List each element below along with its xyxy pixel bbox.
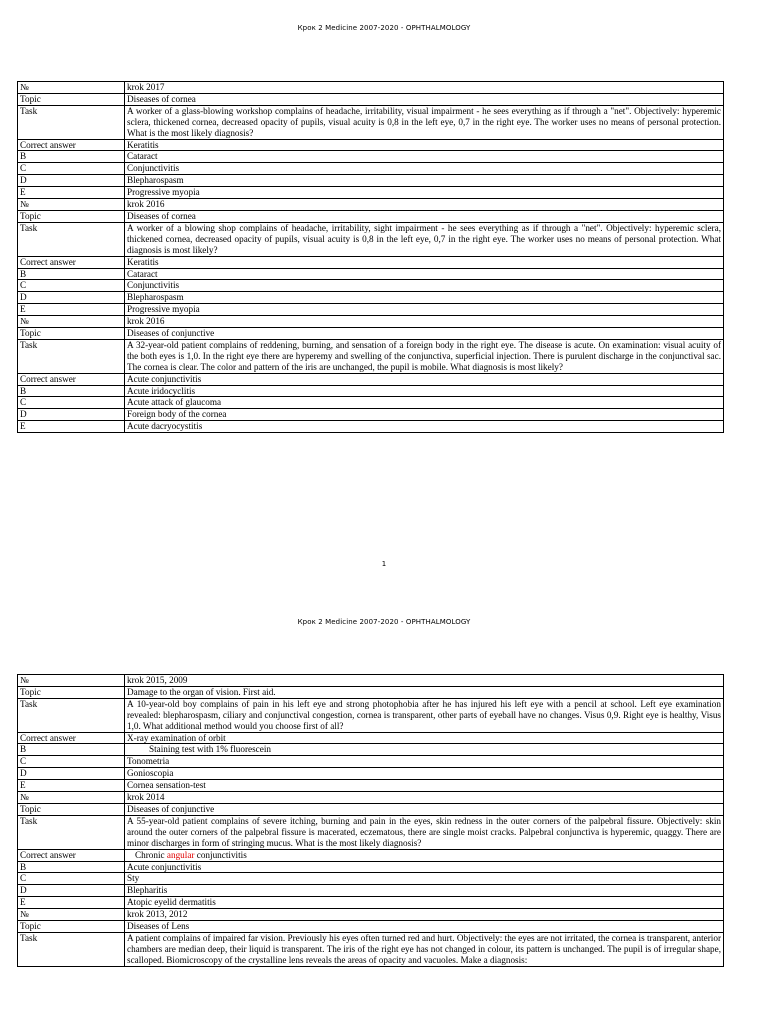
row-value-number: krok 2015, 2009: [125, 675, 724, 687]
table-row: [18, 698, 724, 732]
row-value-number: krok 2013, 2012: [125, 909, 724, 921]
table-row: [18, 932, 724, 966]
row-label-task: Task: [18, 222, 125, 256]
row-label-c: C: [18, 873, 125, 885]
row-label-b: B: [18, 861, 125, 873]
row-value-d: Foreign body of the cornea: [125, 409, 724, 421]
row-value-e: Progressive myopia: [125, 187, 724, 199]
row-label-e: E: [18, 421, 125, 433]
row-value-d: Blepharospasm: [125, 175, 724, 187]
row-value-e: Progressive myopia: [125, 304, 724, 316]
row-value-topic: Diseases of Lens: [125, 921, 724, 933]
row-label-b: B: [18, 151, 125, 163]
row-label-task: Task: [18, 698, 125, 732]
row-label-number: №: [18, 82, 125, 94]
row-label-number: №: [18, 199, 125, 211]
table-row: [18, 744, 724, 756]
row-label-b: B: [18, 744, 125, 756]
row-label-topic: Topic: [18, 210, 125, 222]
row-value-number: krok 2014: [125, 792, 724, 804]
row-value-c: Tonometria: [125, 756, 724, 768]
row-label-b: B: [18, 268, 125, 280]
row-value-b: Staining test with 1% fluorescein: [125, 744, 724, 756]
row-label-task: Task: [18, 815, 125, 849]
row-value-task: A patient complains of impaired far vision. Previously his eyes often turned red and hurt. Objectively: the eyes are not irritated, the cornea is transparent, anterior chambers are median deep, their liquid is transparent. The iris of the right eye has not changed in colour, its pattern is unchanged. The pupil is of irregular shape, scalloped. Biomicroscopy of the crystalline lens reveals the areas of opacity and vacuoles. Make a diagnosis:: [125, 932, 724, 966]
row-label-task: Task: [18, 105, 125, 139]
table-row: [18, 921, 724, 933]
row-label-topic: Topic: [18, 803, 125, 815]
row-label-task: Task: [18, 339, 125, 373]
row-label-correct-answer: Correct answer: [18, 732, 125, 744]
row-label-correct-answer: Correct answer: [18, 139, 125, 151]
row-value-b: Acute conjunctivitis: [125, 861, 724, 873]
row-value-correct-answer: Acute conjunctivitis: [125, 373, 724, 385]
row-label-topic: Topic: [18, 328, 125, 340]
table-row: [18, 885, 724, 897]
row-value-d: Blepharitis: [125, 885, 724, 897]
table-row: [18, 815, 724, 849]
table-row: [18, 897, 724, 909]
row-value-topic: Diseases of conjunctive: [125, 803, 724, 815]
row-label-number: №: [18, 316, 125, 328]
table-row: [18, 686, 724, 698]
row-value-number: krok 2016: [125, 316, 724, 328]
row-value-b: Cataract: [125, 268, 724, 280]
row-label-c: C: [18, 397, 125, 409]
row-label-d: D: [18, 885, 125, 897]
row-label-c: C: [18, 756, 125, 768]
table-row: [18, 792, 724, 804]
highlighted-word: angular: [166, 849, 195, 860]
row-value-e: Cornea sensation-test: [125, 780, 724, 792]
row-label-correct-answer: Correct answer: [18, 373, 125, 385]
table-row: [18, 803, 724, 815]
row-value-task: A 10-year-old boy complains of pain in his left eye and strong photophobia after he has injured his left eye with a pencil at school. Left eye examination revealed: blepharospasm, ciliary and conjunctival congestion, cornea is transparent, other parts of eyeball have no changes. Visus 0,9. Right eye is healthy, Visus 1,0. What additional method would you choose first of all?: [125, 698, 724, 732]
row-value-topic: Diseases of cornea: [125, 93, 724, 105]
row-value-number: krok 2017: [125, 82, 724, 94]
table-row: [18, 756, 724, 768]
row-value-topic: Damage to the organ of vision. First aid.: [125, 686, 724, 698]
row-label-task: Task: [18, 932, 125, 966]
row-value-e: Acute dacryocystitis: [125, 421, 724, 433]
row-label-topic: Topic: [18, 686, 125, 698]
row-label-number: №: [18, 675, 125, 687]
table-row: [18, 849, 724, 861]
row-label-b: B: [18, 385, 125, 397]
row-value-correct-answer: [125, 849, 724, 861]
row-label-e: E: [18, 897, 125, 909]
row-label-number: №: [18, 909, 125, 921]
row-label-correct-answer: Correct answer: [18, 256, 125, 268]
row-label-e: E: [18, 304, 125, 316]
row-value-task: A 55-year-old patient complains of severe itching, burning and pain in the eyes, skin redness in the outer corners of the palpebral fissure. Objectively: skin around the outer corners of the palpebral fissure is macerated, eczematous, there are single moist cracks. Palpebral conjunctiva is hyperemic, quaggy. There are minor discharges in form of stringing mucus. What is the most likely diagnosis?: [125, 815, 724, 849]
table-row: [18, 861, 724, 873]
row-value-correct-answer: Keratitis: [125, 256, 724, 268]
row-label-correct-answer: Correct answer: [18, 849, 125, 861]
row-label-d: D: [18, 409, 125, 421]
table-row: [18, 732, 724, 744]
row-value-b: Cataract: [125, 151, 724, 163]
row-value-c: Sty: [125, 873, 724, 885]
row-value-topic: Diseases of conjunctive: [125, 328, 724, 340]
row-value-task: A worker of a blowing shop complains of headache, irritability, sight impairment - he sees everything as if through a "net". Objectively: hyperemic sclera, thickened cornea, decreased opacity of pupils, visual acuity is 0,8 in the left eye, 0,7 in the right eye. The worker uses no means of personal protection. What diagnosis is most likely?: [125, 222, 724, 256]
row-label-e: E: [18, 780, 125, 792]
page-header: Крок 2 Medicine 2007-2020 - OPHTHALMOLOGY: [297, 618, 471, 626]
row-value-e: Atopic eyelid dermatitis: [125, 897, 724, 909]
table-row: [18, 873, 724, 885]
row-label-topic: Topic: [18, 93, 125, 105]
table-row: [18, 768, 724, 780]
row-value-task: A worker of a glass-blowing workshop complains of headache, irritability, visual impairment - he sees everything as if through a "net". Objectively: hyperemic sclera, thickened cornea, decreased opacity of pupils, visual acuity is 0,8 in the left eye, 0,7 in the right eye. The worker uses no means of personal protection. What is the most likely diagnosis?: [125, 105, 724, 139]
answer-text: Chronic: [135, 849, 167, 860]
row-label-topic: Topic: [18, 921, 125, 933]
row-label-d: D: [18, 768, 125, 780]
page-number: 1: [381, 560, 387, 568]
answer-text: conjunctivitis: [194, 849, 247, 860]
row-value-correct-answer: Keratitis: [125, 139, 724, 151]
row-value-correct-answer: X-ray examination of orbit: [125, 732, 724, 744]
table-row: [18, 780, 724, 792]
row-label-c: C: [18, 163, 125, 175]
row-value-d: Gonioscopia: [125, 768, 724, 780]
table-row: [18, 675, 724, 687]
row-value-b: Acute iridocyclitis: [125, 385, 724, 397]
row-value-c: Acute attack of glaucoma: [125, 397, 724, 409]
row-value-d: Blepharospasm: [125, 292, 724, 304]
row-value-c: Conjunctivitis: [125, 280, 724, 292]
row-value-number: krok 2016: [125, 199, 724, 211]
question-table: [17, 674, 724, 967]
row-label-e: E: [18, 187, 125, 199]
row-label-c: C: [18, 280, 125, 292]
row-value-task: A 32-year-old patient complains of reddening, burning, and sensation of a foreign body in the right eye. The disease is acute. On examination: visual acuity of the both eyes is 1,0. In the right eye there are hyperemy and swelling of the conjunctiva, superficial injection. There is purulent discharge in the conjunctival sac. The cornea is clear. The color and pattern of the iris are unchanged, the pupil is mobile. What diagnosis is most likely?: [125, 339, 724, 373]
table-row: [18, 909, 724, 921]
row-value-topic: Diseases of cornea: [125, 210, 724, 222]
row-label-d: D: [18, 175, 125, 187]
row-value-c: Conjunctivitis: [125, 163, 724, 175]
row-label-d: D: [18, 292, 125, 304]
page-header: Крок 2 Medicine 2007-2020 - OPHTHALMOLOGY: [297, 24, 471, 32]
row-label-number: №: [18, 792, 125, 804]
